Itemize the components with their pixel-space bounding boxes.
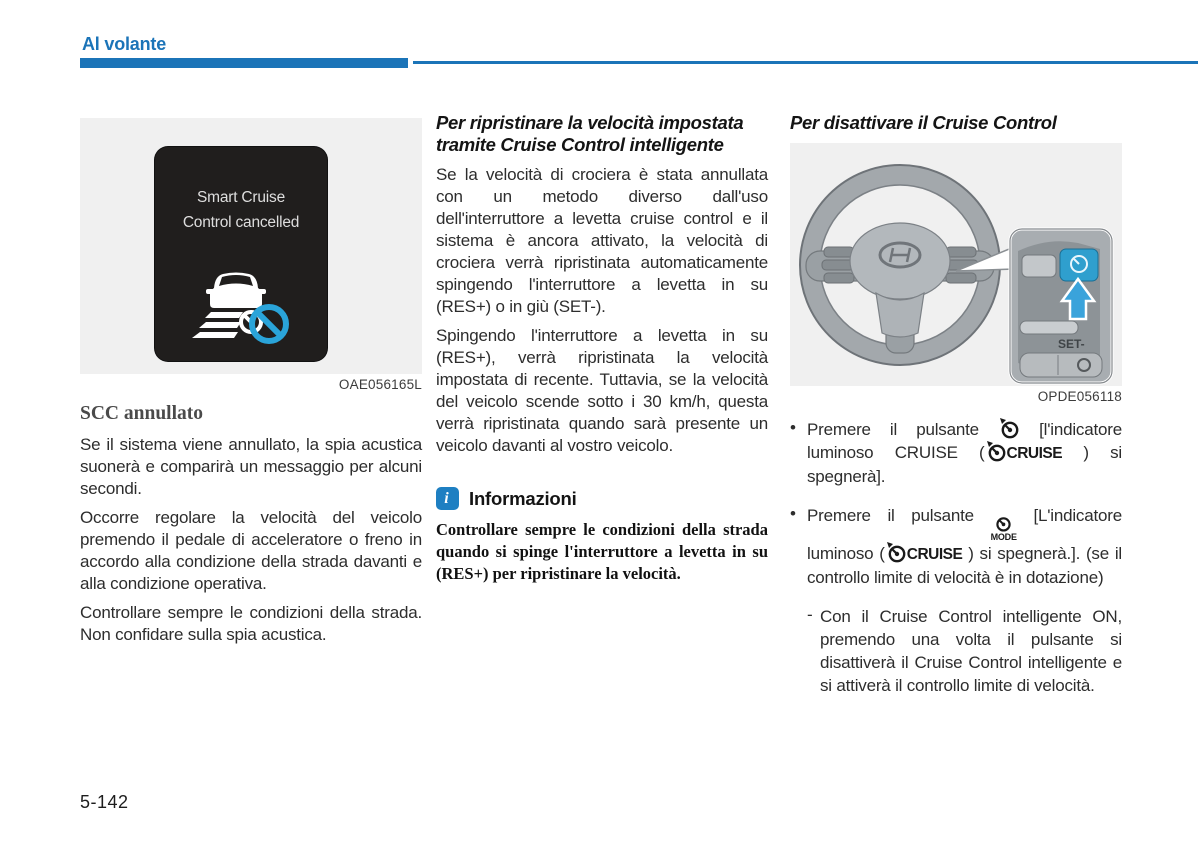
deactivate-heading: Per disattivare il Cruise Control bbox=[790, 112, 1057, 133]
figure-caption: OPDE056118 bbox=[1037, 388, 1122, 404]
paragraph: Occorre regolare la velocità del veicolo premendo il pedale di acceleratore o freno in accordo alla condizione della strada davanti e alla condizione operativa. bbox=[80, 508, 422, 593]
scc-heading: SCC annullato bbox=[80, 403, 203, 424]
info-header bbox=[436, 487, 768, 510]
bullet-text-pre: Premere il pulsante bbox=[807, 419, 979, 439]
scc-cancelled-icon bbox=[155, 262, 327, 353]
set-button-label: SET- bbox=[1058, 336, 1085, 351]
bullet-text-mid: [l'indicatore luminoso CRUISE ( bbox=[807, 419, 1122, 462]
cruise-button-icon bbox=[998, 418, 1020, 439]
cruise-indicator-icon bbox=[985, 441, 1007, 462]
mode-label: MODE bbox=[990, 531, 1017, 542]
paragraph: Spingendo l'interruttore a levetta in su (RES+), verrà ripristinata la velocità impostata di recente. Tuttavia, se la velocità del veicolo scende sotto i 30 km/h, questa verrà ripristinata quando sarà presente un veicolo davanti al vostro veicolo. bbox=[436, 326, 768, 455]
crosswalk-icon bbox=[192, 312, 243, 338]
list-item bbox=[790, 418, 1122, 488]
bullet-marker: • bbox=[790, 417, 796, 437]
cruise-indicator-label: CRUISE bbox=[1006, 444, 1063, 462]
sub-list-item bbox=[807, 605, 1122, 697]
info-text: Controllare sempre le condizioni della strada quando si spinge l'interruttore a levetta in su (RES+) per ripristinare la velocità. bbox=[436, 520, 768, 583]
cluster-message-line1: Smart Cruise bbox=[196, 189, 286, 206]
paragraph: Controllare sempre le condizioni della strada. Non confidare sulla spia acustica. bbox=[80, 603, 422, 644]
cruise-indicator-label: CRUISE bbox=[906, 545, 963, 563]
cruise-indicator-icon bbox=[885, 542, 907, 563]
list-item bbox=[790, 504, 1122, 589]
prohibition-icon bbox=[252, 307, 286, 341]
button-callout bbox=[1010, 229, 1112, 383]
column-deactivate-cruise bbox=[790, 112, 1122, 697]
bullet-text-mid: [L'indicatore luminoso ( bbox=[807, 505, 1122, 563]
cruise-indicator bbox=[985, 443, 1063, 462]
sub-bullet-text: Con il Cruise Control intelligente ON, premendo una volta il pulsante si disattiverà il Cruise Control intelligente e si attiverà il controllo limite di velocità. bbox=[820, 606, 1122, 695]
instrument-cluster-screen bbox=[155, 147, 327, 361]
cluster-message-figure bbox=[80, 118, 422, 374]
restore-heading: Per ripristinare la velocità impostata tramite Cruise Control intelligente bbox=[436, 112, 744, 155]
bullet-text bbox=[807, 418, 1122, 488]
info-block bbox=[436, 487, 768, 585]
cruise-button-highlight bbox=[1060, 249, 1098, 281]
bullet-text-post: ) si spegnerà.]. (se il controllo limite di velocità è in dotazione) bbox=[807, 543, 1122, 587]
bullet-marker: • bbox=[790, 503, 796, 523]
figure-caption: OAE056165L bbox=[338, 377, 422, 392]
cruise-mode-button-icon bbox=[991, 516, 1017, 542]
page-number: 5-142 bbox=[80, 792, 129, 812]
lower-spoke bbox=[876, 293, 924, 337]
section-title: Al volante bbox=[82, 34, 167, 54]
bullet-text-pre: Premere il pulsante bbox=[807, 505, 974, 525]
bullet-text-post: ) si spegnerà]. bbox=[807, 442, 1122, 486]
header-accent-bar bbox=[80, 58, 408, 68]
paragraph: Se la velocità di crociera è stata annullata con un metodo diverso dall'uso dell'interruttore a levetta cruise control e il sistema è ancora attivato, la velocità di crociera verrà ripristinata automaticamente spingendo l'interruttore a levetta in su (RES+) o in giù (SET-). bbox=[436, 165, 768, 316]
header-rule-line bbox=[413, 61, 1198, 64]
dash-marker: - bbox=[807, 604, 813, 624]
column-restore-speed bbox=[436, 112, 768, 585]
cruise-indicator bbox=[885, 544, 963, 563]
info-title: Informazioni bbox=[469, 487, 577, 509]
steering-wheel-illustration bbox=[790, 143, 1122, 386]
steering-wheel-figure bbox=[790, 143, 1122, 386]
cluster-message-line2: Control cancelled bbox=[182, 214, 300, 231]
cluster-message-text bbox=[155, 185, 327, 235]
bullet-text bbox=[807, 504, 1122, 589]
paragraph: Se il sistema viene annullato, la spia acustica suonerà e comparirà un messaggio per alcuni secondi. bbox=[80, 435, 422, 498]
deactivate-steps bbox=[790, 418, 1122, 697]
info-icon: i bbox=[436, 487, 459, 510]
column-scc-cancelled bbox=[80, 118, 422, 653]
